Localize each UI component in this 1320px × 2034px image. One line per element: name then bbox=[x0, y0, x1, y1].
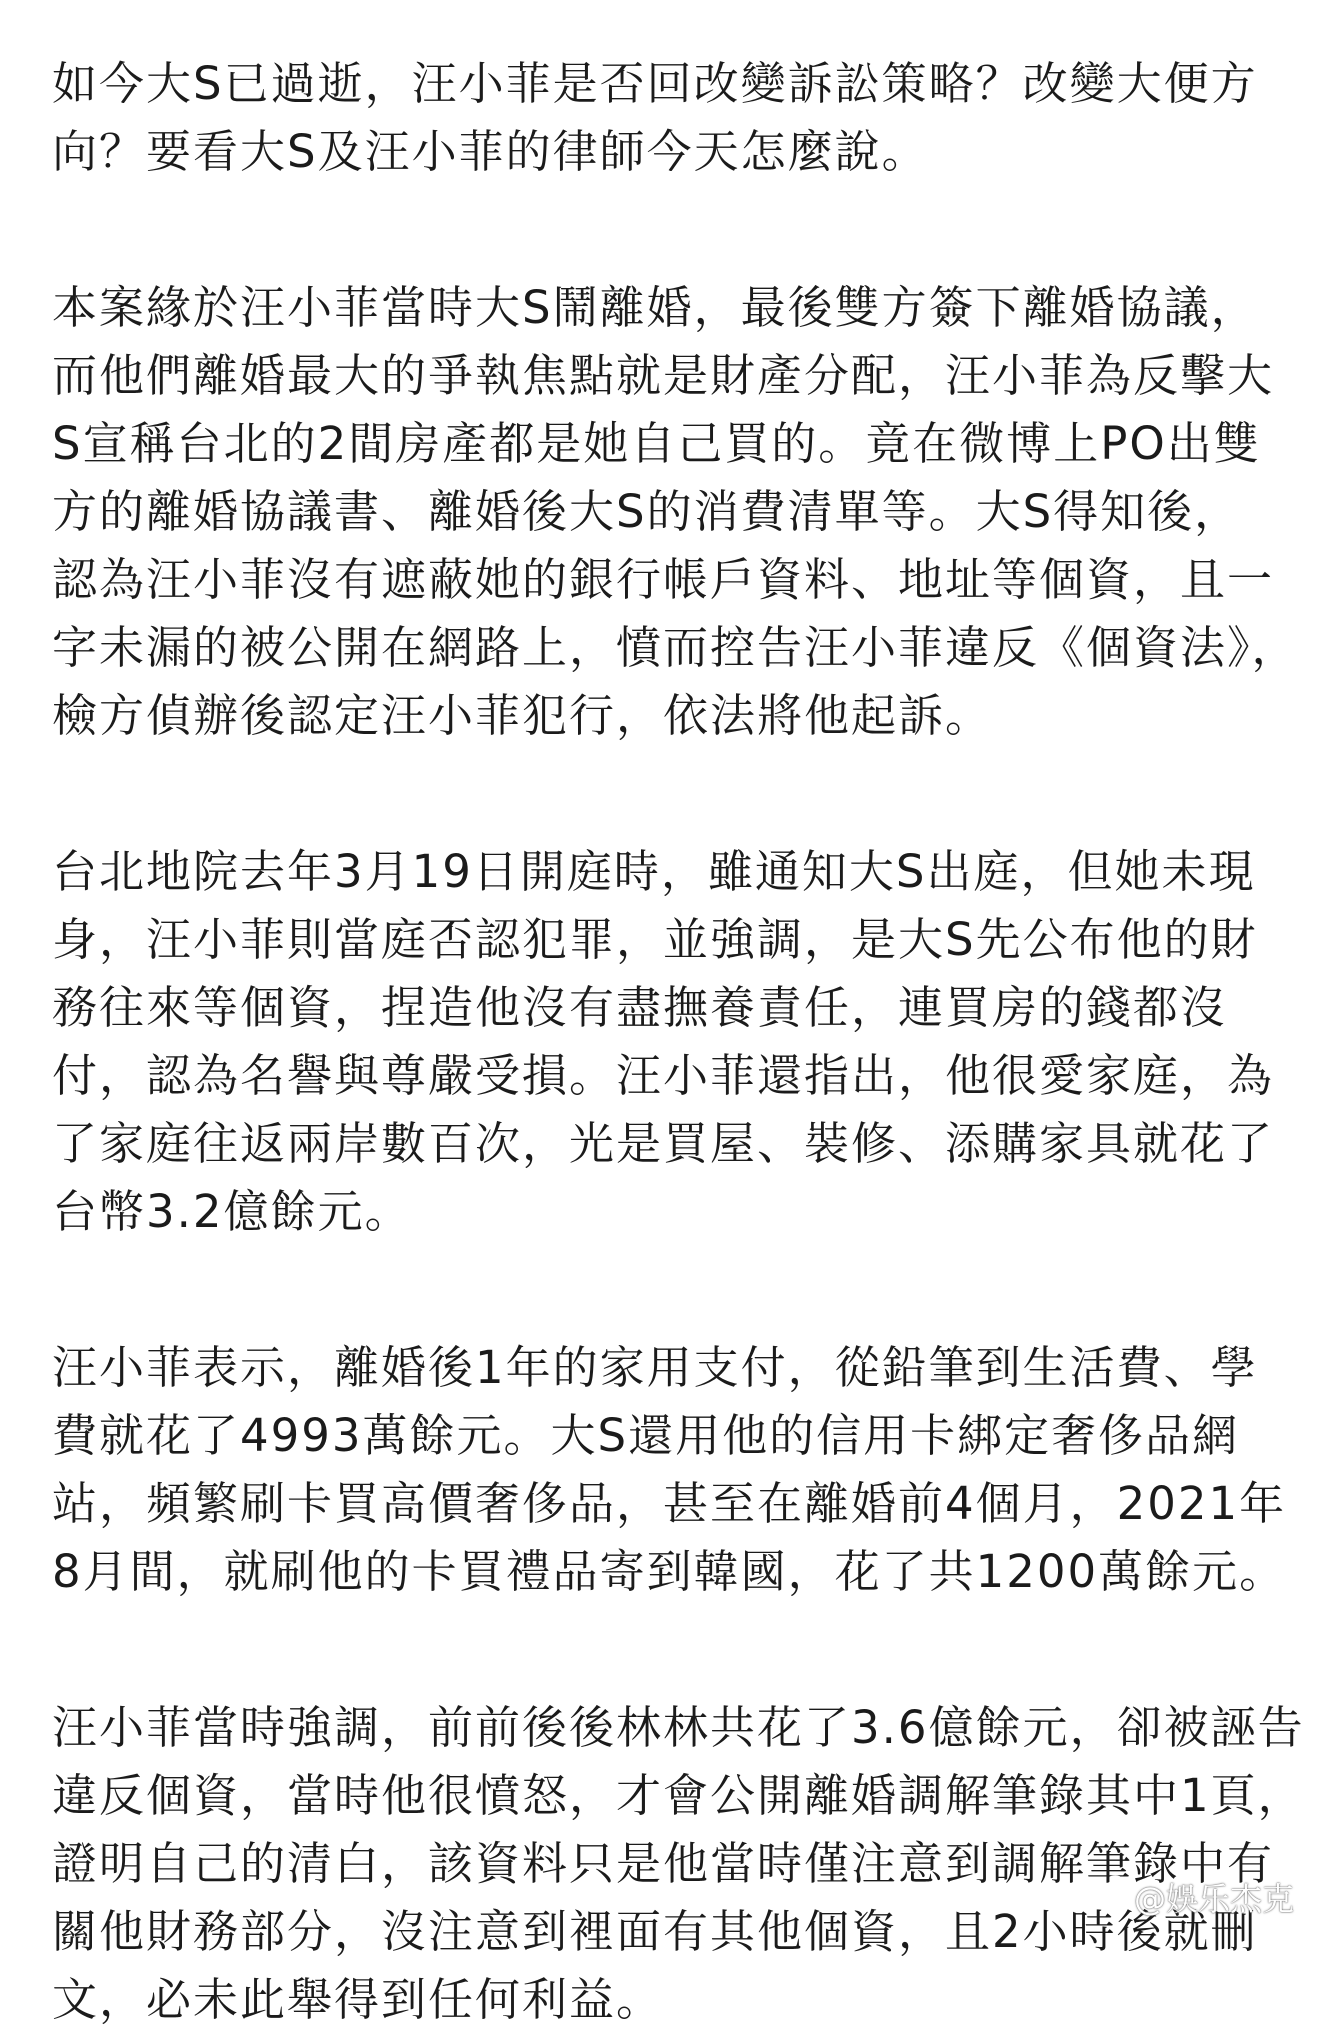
weibo-watermark bbox=[1080, 1874, 1294, 1920]
paragraph-line: 汪小菲表示，離婚後1年的家用支付，從鉛筆到生活費、學 bbox=[52, 1341, 1258, 1394]
paragraph-line: 檢方偵辦後認定汪小菲犯行，依法將他起訴。 bbox=[52, 689, 993, 742]
paragraph-line: 務往來等個資，捏造他沒有盡撫養責任，連買房的錢都沒 bbox=[52, 981, 1228, 1034]
paragraph-line: 台北地院去年3月19日開庭時，雖通知大S出庭，但她未現 bbox=[52, 845, 1256, 898]
paragraph-line: 證明自己的清白，該資料只是他當時僅注意到調解筆錄中有 bbox=[52, 1837, 1275, 1890]
paragraph-line: 如今大S已過逝，汪小菲是否回改變訴訟策略？改變大便方 bbox=[52, 57, 1258, 110]
paragraph-line: 向？要看大S及汪小菲的律師今天怎麼說。 bbox=[52, 125, 929, 178]
watermark-text: @娛乐杰克 bbox=[1133, 1880, 1294, 1918]
paragraph-line: 而他們離婚最大的爭執焦點就是財產分配，汪小菲為反擊大 bbox=[52, 349, 1275, 402]
paragraph-line: 了家庭往返兩岸數百次，光是買屋、裝修、添購家具就花了 bbox=[52, 1117, 1275, 1170]
paragraph-1 bbox=[0, 50, 1320, 186]
weibo-icon bbox=[1080, 1874, 1126, 1920]
paragraph-line: 關他財務部分，沒注意到裡面有其他個資，且2小時後就刪 bbox=[52, 1905, 1258, 1958]
paragraph-line: S宣稱台北的2間房產都是她自己買的。竟在微博上PO出雙 bbox=[52, 417, 1261, 470]
paragraph-line: 8月間，就刷他的卡買禮品寄到韓國，花了共1200萬餘元。 bbox=[52, 1545, 1287, 1598]
paragraph-line: 本案緣於汪小菲當時大S鬧離婚，最後雙方簽下離婚協議， bbox=[52, 281, 1258, 334]
paragraph-line: 方的離婚協議書、離婚後大S的消費清單等。大S得知後， bbox=[52, 485, 1242, 538]
paragraph-line: 費就花了4993萬餘元。大S還用他的信用卡綁定奢侈品網 bbox=[52, 1409, 1240, 1462]
paragraph-3 bbox=[0, 838, 1320, 1246]
paragraph-line: 站，頻繁刷卡買高價奢侈品，甚至在離婚前4個月，2021年 bbox=[52, 1477, 1287, 1530]
paragraph-line: 付，認為名譽與尊嚴受損。汪小菲還指出，他很愛家庭，為 bbox=[52, 1049, 1275, 1102]
paragraph-line: 文，必未此舉得到任何利益。 bbox=[52, 1973, 664, 2026]
paragraph-line: 身，汪小菲則當庭否認犯罪，並強調，是大S先公布他的財 bbox=[52, 913, 1258, 966]
paragraph-4 bbox=[0, 1334, 1320, 1606]
paragraph-2 bbox=[0, 274, 1320, 750]
paragraph-line: 認為汪小菲沒有遮蔽她的銀行帳戶資料、地址等個資，且一 bbox=[52, 553, 1275, 606]
paragraph-line: 汪小菲當時強調，前前後後林林共花了3.6億餘元，卻被誣告 bbox=[52, 1701, 1305, 1754]
paragraph-line: 違反個資，當時他很憤怒，才會公開離婚調解筆錄其中1頁， bbox=[52, 1769, 1305, 1822]
paragraph-5 bbox=[0, 1694, 1320, 2034]
paragraph-line: 字未漏的被公開在網路上，憤而控告汪小菲違反《個資法》， bbox=[52, 621, 1299, 674]
paragraph-line: 台幣3.2億餘元。 bbox=[52, 1185, 412, 1238]
